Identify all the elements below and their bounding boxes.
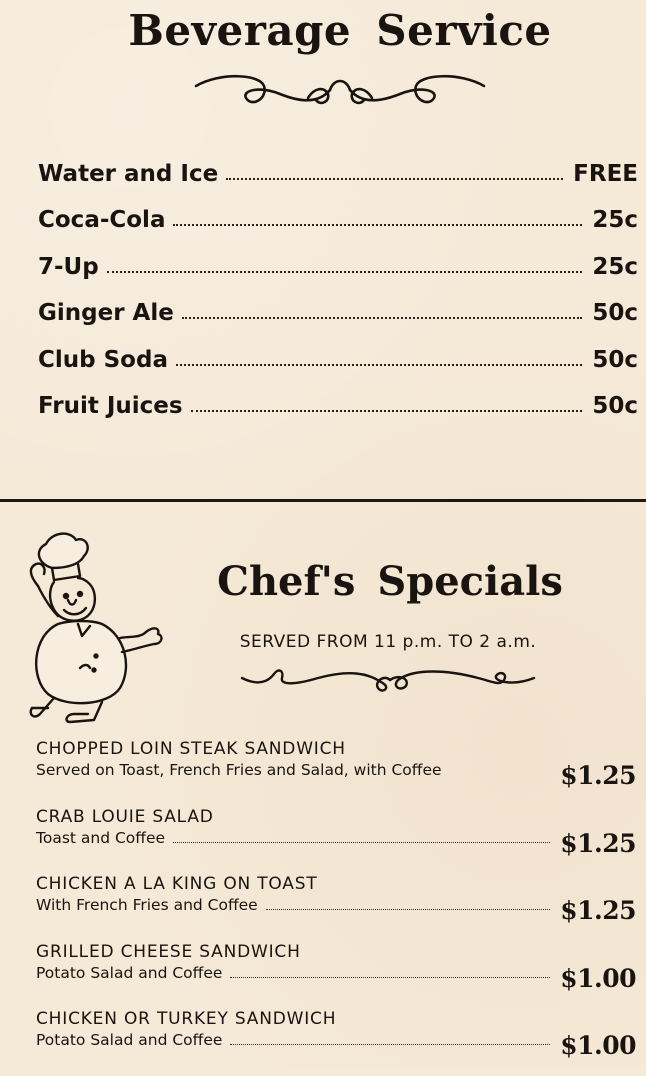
beverage-name: Fruit Juices xyxy=(38,393,183,419)
beverage-price: 25c xyxy=(592,207,638,233)
special-description-row xyxy=(36,963,550,983)
beverage-price: 25c xyxy=(592,253,638,280)
list-item xyxy=(36,806,636,874)
list-item xyxy=(36,941,636,1009)
special-description: With French Fries and Coffee xyxy=(36,896,258,914)
list-item xyxy=(36,873,636,941)
list-item xyxy=(38,373,638,420)
beverage-name: Club Soda xyxy=(38,346,168,373)
beverage-name: Water and Ice xyxy=(38,160,219,187)
list-item xyxy=(38,233,638,280)
list-item xyxy=(36,738,636,806)
dot-leader xyxy=(182,317,583,319)
list-item xyxy=(38,140,638,187)
special-description: Potato Salad and Coffee xyxy=(36,1031,223,1049)
special-name: CHICKEN A LA KING ON TOAST xyxy=(36,874,318,894)
special-price: $1.25 xyxy=(560,828,636,858)
specials-list xyxy=(36,738,636,1076)
special-name: CHICKEN OR TURKEY SANDWICH xyxy=(36,1009,337,1029)
beverage-name: Coca-Cola xyxy=(38,207,166,233)
special-description-row xyxy=(36,760,550,780)
beverage-price: 50c xyxy=(592,300,638,326)
flourish-icon xyxy=(190,68,490,112)
dot-leader xyxy=(226,178,563,180)
beverage-name: Ginger Ale xyxy=(38,300,174,326)
special-name: CHOPPED LOIN STEAK SANDWICH xyxy=(36,739,346,759)
dot-leader xyxy=(266,909,550,910)
special-price: $1.25 xyxy=(560,761,636,790)
beverage-title: Beverage Service xyxy=(128,6,552,55)
special-description: Served on Toast, French Fries and Salad, with Coffee xyxy=(36,761,442,779)
dot-leader xyxy=(173,224,582,226)
specials-title: Chef's Specials xyxy=(217,558,563,605)
list-item xyxy=(38,280,638,327)
special-price: $1.25 xyxy=(560,896,636,925)
beverage-price: FREE xyxy=(573,160,638,187)
list-item xyxy=(38,326,638,373)
served-hours: SERVED FROM 11 p.m. TO 2 a.m. xyxy=(239,632,537,652)
special-description-row xyxy=(36,828,550,848)
dot-leader xyxy=(230,977,550,978)
flourish-icon xyxy=(238,660,538,696)
chef-illustration-icon xyxy=(8,528,168,728)
dot-leader xyxy=(230,1044,550,1045)
dot-leader xyxy=(176,364,582,366)
section-divider xyxy=(0,499,646,502)
dot-leader xyxy=(191,410,583,412)
dot-leader xyxy=(173,842,550,843)
special-name: CRAB LOUIE SALAD xyxy=(36,806,214,827)
special-description-row xyxy=(36,895,550,915)
beverage-name: 7-Up xyxy=(38,253,99,280)
special-description-row xyxy=(36,1030,550,1050)
list-item xyxy=(38,187,638,234)
beverage-price: 50c xyxy=(592,393,638,419)
list-item xyxy=(36,1008,636,1076)
beverage-list xyxy=(38,140,638,419)
special-description: Potato Salad and Coffee xyxy=(36,963,223,982)
dot-leader xyxy=(107,271,583,273)
beverage-price: 50c xyxy=(592,346,638,373)
special-price: $1.00 xyxy=(560,963,636,993)
special-price: $1.00 xyxy=(560,1031,636,1060)
special-name: GRILLED CHEESE SANDWICH xyxy=(36,941,301,962)
special-description: Toast and Coffee xyxy=(36,828,166,847)
